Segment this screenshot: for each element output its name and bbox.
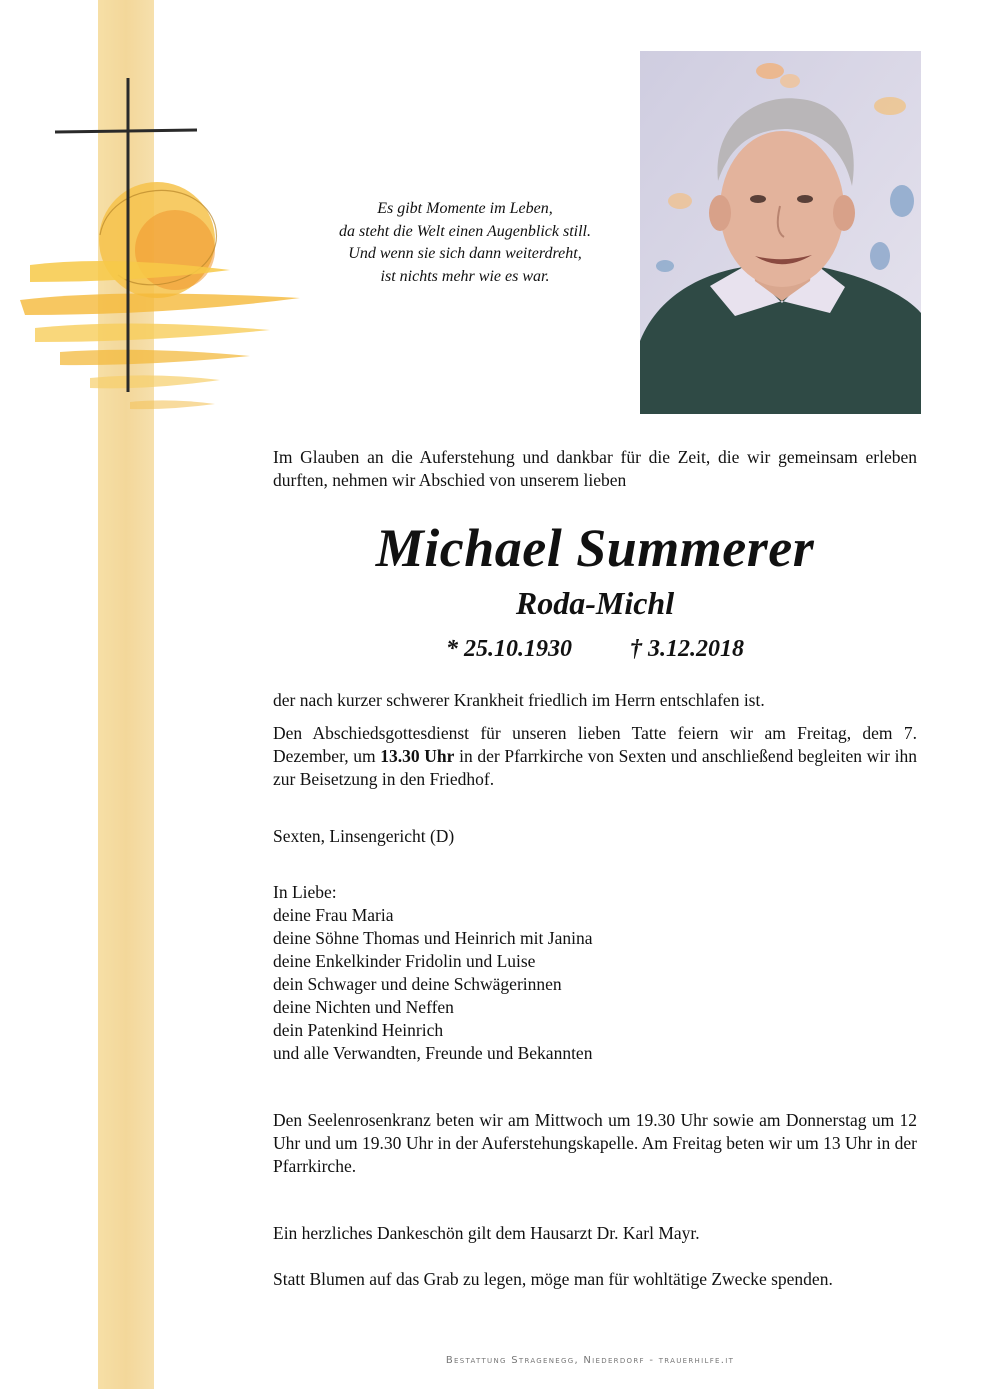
intro-paragraph: Im Glauben an die Auferstehung und dankbar für die Zeit, die wir gemeinsam erleben durften, nehmen wir Abschied von unserem lieben bbox=[273, 447, 917, 490]
cross-sunset-artwork bbox=[0, 60, 320, 440]
deceased-name: Michael Summerer bbox=[375, 518, 815, 578]
service-time: 13.30 Uhr bbox=[380, 746, 455, 766]
family-member: deine Enkelkinder Fridolin und Luise bbox=[273, 951, 536, 971]
reflection-stroke bbox=[130, 400, 215, 409]
funeral-home-footer: Bestattung Stragenegg, Niederdorf - trauerhilfe.it bbox=[445, 1355, 735, 1366]
quote-line: da steht die Welt einen Augenblick still. bbox=[339, 222, 591, 240]
family-member: dein Patenkind Heinrich bbox=[273, 1020, 444, 1040]
rosary-paragraph: Den Seelenrosenkranz beten wir am Mittwoch um 19.30 Uhr sowie am Donnerstag um 12 Uhr und um 19.30 Uhr in der Auferstehungskapelle. Am Freitag beten wir um 13 Uhr in der Pfarrkirche. bbox=[273, 1110, 917, 1176]
flowers-note: Statt Blumen auf das Grab zu legen, möge man für wohltätige Zwecke spenden. bbox=[273, 1269, 833, 1289]
reflection-stroke bbox=[90, 375, 220, 388]
portrait-photo bbox=[640, 51, 921, 414]
life-dates bbox=[273, 633, 917, 665]
service-text-before: Den Abschiedsgottesdienst für unseren lieben Tatte feiern wir am Freitag, dem 7. Dezember, um bbox=[273, 723, 917, 766]
family-list bbox=[273, 881, 917, 1065]
death-date: † 3.12.2018 bbox=[630, 636, 744, 662]
memorial-quote bbox=[300, 198, 630, 288]
reflection-stroke bbox=[20, 293, 300, 315]
death-sentence: der nach kurzer schwerer Krankheit friedlich im Herrn entschlafen ist. bbox=[273, 690, 765, 710]
family-member: deine Söhne Thomas und Heinrich mit Janina bbox=[273, 928, 593, 948]
family-member: dein Schwager und deine Schwägerinnen bbox=[273, 974, 562, 994]
reflection-stroke bbox=[60, 350, 250, 365]
family-heading: In Liebe: bbox=[273, 882, 337, 902]
quote-line: ist nichts mehr wie es war. bbox=[380, 267, 550, 285]
funeral-service-paragraph bbox=[273, 722, 917, 791]
family-member: deine Frau Maria bbox=[273, 905, 394, 925]
thanks-line: Ein herzliches Dankeschön gilt dem Hausarzt Dr. Karl Mayr. bbox=[273, 1223, 700, 1243]
service-text-after: in der Pfarrkirche von Sexten und anschließend begleiten wir ihn zur Beisetzung in den Friedhof. bbox=[273, 746, 917, 789]
quote-line: Und wenn sie sich dann weiterdreht, bbox=[348, 245, 582, 262]
family-member: und alle Verwandten, Freunde und Bekannten bbox=[273, 1043, 593, 1063]
birth-date: * 25.10.1930 bbox=[446, 636, 572, 662]
deceased-nickname: Roda-Michl bbox=[515, 585, 675, 621]
reflection-stroke bbox=[35, 323, 270, 342]
quote-line: Es gibt Momente im Leben, bbox=[377, 200, 553, 217]
cross-horizontal bbox=[55, 130, 197, 132]
family-member: deine Nichten und Neffen bbox=[273, 997, 454, 1017]
place-line: Sexten, Linsengericht (D) bbox=[273, 826, 455, 846]
